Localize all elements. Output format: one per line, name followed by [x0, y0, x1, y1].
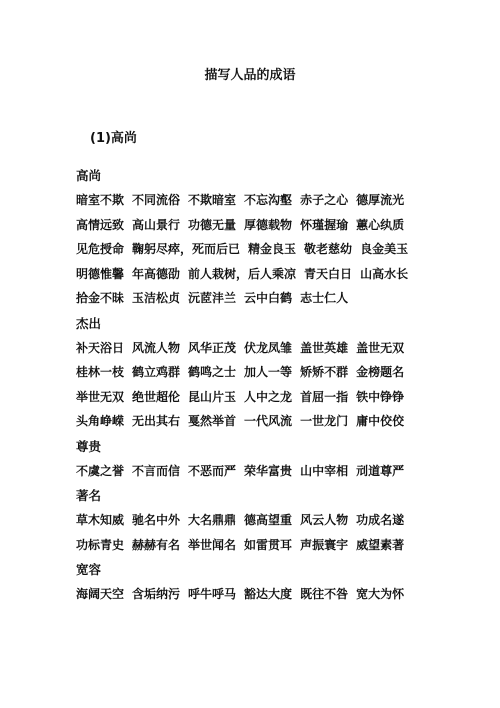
idiom: 良金美玉: [360, 242, 409, 256]
group-heading: 宽容: [76, 562, 102, 577]
idiom: 加人一等: [244, 365, 293, 379]
idiom: 敬老慈幼: [304, 242, 353, 256]
idiom: 盖世无双: [356, 340, 405, 355]
idiom-row: [76, 286, 416, 311]
group-heading: 著名: [76, 488, 102, 503]
idiom: 厚德载物: [244, 217, 293, 232]
idiom: 不言而信: [132, 463, 181, 478]
idiom: 山高水长: [360, 266, 409, 281]
idiom: 一世龙门: [300, 414, 349, 428]
idiom: 铁中铮铮: [356, 389, 405, 404]
idiom: 首屈一指: [300, 389, 349, 404]
idiom: 高情远致: [76, 217, 125, 232]
idiom: 功标青史: [76, 537, 125, 552]
idiom: 年高德劭: [132, 266, 181, 281]
idiom: 明德惟馨: [76, 266, 125, 281]
idiom: 金榜题名: [356, 365, 405, 379]
idiom: 沅茝沣兰: [188, 291, 237, 305]
idiom: 德厚流光: [356, 193, 405, 207]
idiom: 不虞之誉: [76, 463, 125, 478]
idiom: 风流人物: [132, 340, 181, 355]
idiom-row: [76, 188, 416, 213]
idiom: 不欺暗室: [188, 193, 237, 207]
idiom-row: [76, 508, 416, 533]
idiom: 不恶而严: [188, 463, 237, 478]
idiom: 暗室不欺: [76, 193, 125, 207]
idiom: 赤子之心: [300, 193, 349, 207]
idiom: 荣华富贵: [244, 463, 293, 478]
idiom-row: [76, 385, 416, 410]
idiom: 不忘沟壑: [244, 193, 293, 207]
idiom: 功成名遂: [356, 513, 405, 527]
idiom: 鹤立鸡群: [132, 365, 181, 379]
idiom-row: [76, 237, 416, 262]
idiom: 昆山片玉: [188, 389, 237, 404]
idiom: 桂林一枝: [76, 365, 125, 379]
idiom-list: [76, 163, 416, 607]
idiom: 见危授命: [76, 242, 125, 256]
idiom: 云中白鹤: [244, 291, 293, 305]
idiom: 志士仁人: [300, 291, 349, 305]
idiom: 声振寰宇: [300, 537, 349, 552]
idiom: 鞠躬尽瘁，死而后已: [132, 242, 241, 256]
idiom-row: [76, 459, 416, 484]
idiom-row: [76, 533, 416, 558]
idiom: 人中之龙: [244, 389, 293, 404]
idiom: 风华正茂: [188, 340, 237, 355]
subsection-heading: (1)高尚: [90, 131, 137, 146]
idiom-row: [76, 409, 416, 434]
idiom: 拾金不昧: [76, 291, 125, 305]
idiom: 风云人物: [300, 513, 349, 527]
idiom: 不同流俗: [132, 193, 181, 207]
idiom: 无出其右: [132, 414, 181, 428]
idiom: 绝世超伦: [132, 389, 181, 404]
idiom: 青天白日: [304, 266, 353, 281]
group-heading: 尊贵: [76, 438, 102, 454]
idiom: 玉洁松贞: [132, 291, 181, 305]
idiom: 蕙心纨质: [356, 217, 405, 232]
idiom: 如雷贯耳: [244, 537, 293, 552]
idiom: 呼牛呼马: [188, 587, 237, 601]
idiom: 宽大为怀: [356, 587, 405, 601]
idiom: 举世闻名: [188, 537, 237, 552]
group-heading: 高尚: [76, 168, 102, 183]
idiom: 精金良玉: [248, 242, 297, 256]
idiom-row: [76, 360, 416, 385]
idiom: 德高望重: [244, 513, 293, 527]
idiom: 既往不咎: [300, 587, 349, 601]
idiom: 高山景行: [132, 217, 181, 232]
idiom: 海阔天空: [76, 587, 125, 601]
idiom: 盖世英雄: [300, 340, 349, 355]
idiom: 赫赫有名: [132, 537, 181, 552]
idiom: 鹤鸣之士: [188, 365, 237, 379]
idiom: 功德无量: [188, 217, 237, 232]
idiom: 戛然举首: [188, 414, 237, 428]
idiom: 矫矫不群: [300, 365, 349, 379]
idiom: 豁达大度: [244, 587, 293, 601]
idiom: 刓道尊严: [356, 463, 405, 478]
idiom-row: [76, 213, 416, 238]
idiom: 山中宰相: [300, 463, 349, 478]
idiom: 大名鼎鼎: [188, 513, 237, 527]
idiom: 怀瑾握瑜: [300, 217, 349, 232]
idiom: 庸中佼佼: [356, 414, 405, 428]
idiom: 前人栽树，后人乘凉: [188, 266, 297, 281]
idiom: 伏龙凤雏: [244, 340, 293, 355]
group-heading: 杰出: [76, 315, 102, 331]
page-title: 描写人品的成语: [204, 68, 296, 83]
idiom: 举世无双: [76, 389, 125, 404]
idiom: 驰名中外: [132, 513, 181, 527]
idiom: 头角峥嵘: [76, 414, 125, 428]
idiom-row: [76, 262, 416, 287]
idiom: 补天浴日: [76, 340, 125, 355]
idiom: 含垢纳污: [132, 587, 181, 601]
idiom-row: [76, 336, 416, 361]
idiom: 威望素著: [356, 537, 405, 552]
idiom: 草木知威: [76, 513, 125, 527]
idiom-row: [76, 582, 416, 607]
idiom: 一代风流: [244, 414, 293, 428]
